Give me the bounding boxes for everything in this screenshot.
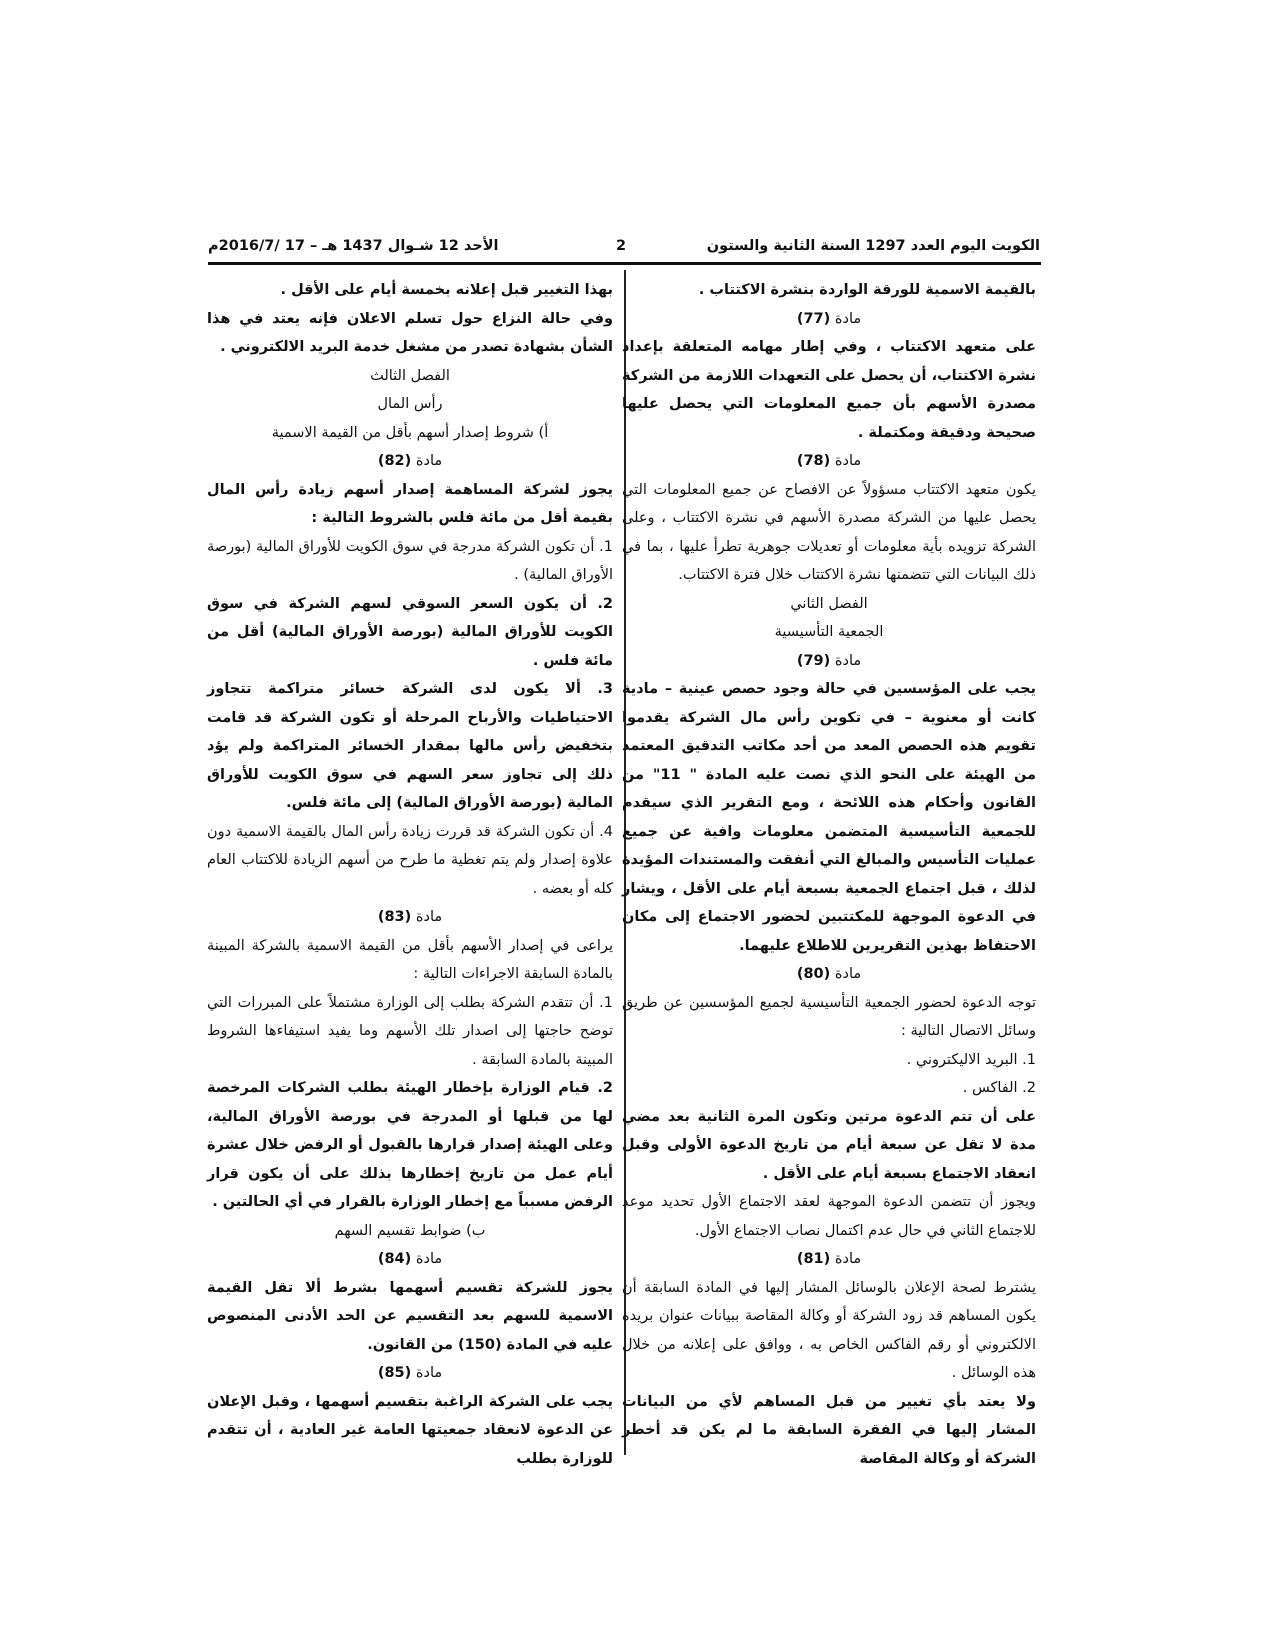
article-label: مادة <box>411 1365 443 1381</box>
article-label: مادة <box>411 1251 443 1267</box>
article-label: مادة <box>830 652 862 669</box>
paragraph: 2. قيام الوزارة بإخطار الهيئة بطلب الشركات المرخصة لها من قبلها أو المدرجة في بورصة الأوراق المالية، وعلى الهيئة إصدار قرارها بالقبول أو الرفض خلال عشرة أيام عمل من تاريخ إخطارها بذلك على أن يكون قرار الرفض مسبباً مع إخطار الوزارة بالقرار في أي الحالتين . <box>207 1080 613 1210</box>
article-label: مادة <box>830 1251 862 1267</box>
section-heading: الفصل الثاني <box>790 595 868 612</box>
header-rule <box>208 262 1041 265</box>
paragraph: 1. أن تتقدم الشركة بطلب إلى الوزارة مشتملاً على المبررات التي توضح حاجتها إلى اصدار تلك الأسهم وما يفيد استيفاءها الشروط المبينة بالمادة السابقة . <box>207 994 613 1068</box>
paragraph: يجب على الشركة الراغبة بتقسيم أسهمها ، وقبل الإعلان عن الدعوة لانعقاد جمعيتها العامة غير العادية ، أن تتقدم للوزارة بطلب <box>207 1393 613 1467</box>
header-issue-info: الكويت اليوم العدد 1297 السنة الثانية والستون <box>706 238 1040 254</box>
paragraph: 2. الفاكس . <box>962 1080 1036 1096</box>
paragraph: يراعى في إصدار الأسهم بأقل من القيمة الاسمية بالشركة المبينة بالمادة السابقة الاجراءات التالية : <box>207 937 613 982</box>
section-heading: ب) ضوابط تقسيم السهم <box>334 1222 486 1239</box>
article-heading <box>622 1245 1036 1274</box>
article-number: (85) <box>377 1365 412 1381</box>
article-heading <box>207 903 613 932</box>
paragraph: يجوز للشركة تقسيم أسهمها بشرط ألا تقل القيمة الاسمية للسهم بعد التقسيم عن الحد الأدنى المنصوص عليه في المادة (150) من القانون. <box>207 1279 613 1353</box>
article-label: مادة <box>830 966 862 982</box>
article-heading <box>207 447 613 476</box>
header-date: الأحد 12 شـوال 1437 هـ – 17 /2016/7م <box>208 238 499 254</box>
paragraph: يكون متعهد الاكتتاب مسؤولاً عن الافصاح عن جميع المعلومات التي يحصل عليها من الشركة مصدرة الأسهم في نشرة الاكتتاب ، وعلى الشركة تزويده بأية معلومات أو تعديلات جوهرية تطرأ عليها ، بما في ذلك البيانات التي تتضمنها نشرة الاكتتاب خلال فترة الاكتتاب. <box>622 481 1036 583</box>
paragraph: 2. أن يكون السعر السوقي لسهم الشركة في سوق الكويت للأوراق المالية (بورصة الأوراق المالية) أقل من مائة فلس . <box>207 595 613 669</box>
page-header <box>208 236 1040 260</box>
paragraph: وفي حالة النزاع حول تسلم الاعلان فإنه يعتد في هذا الشأن بشهادة تصدر من مشغل خدمة البريد الالكتروني . <box>207 310 613 355</box>
article-number: (84) <box>377 1251 412 1267</box>
article-label: مادة <box>830 310 862 327</box>
article-heading <box>622 447 1036 476</box>
article-label: مادة <box>830 453 862 469</box>
article-number: (82) <box>377 453 412 469</box>
paragraph: على متعهد الاكتتاب ، وفي إطار مهامه المتعلقة بإعداد نشرة الاكتتاب، أن يحصل على التعهدات اللازمة من الشركة مصدرة الأسهم بأن جميع المعلومات التي يحصل عليها صحيحة ودقيقة ومكتملة . <box>622 339 1036 441</box>
article-number: (78) <box>796 453 831 469</box>
article-heading <box>622 647 1036 676</box>
paragraph: على أن تتم الدعوة مرتين وتكون المرة الثانية بعد مضي مدة لا تقل عن سبعة أيام من تاريخ الدعوة الأولى وقبل انعقاد الاجتماع بسبعة أيام على الأقل . <box>622 1108 1036 1182</box>
article-label: مادة <box>411 453 443 469</box>
section-heading: أ) شروط إصدار أسهم بأقل من القيمة الاسمية <box>271 424 549 441</box>
paragraph: 1. أن تكون الشركة مدرجة في سوق الكويت للأوراق المالية (بورصة الأوراق المالية) . <box>207 538 613 583</box>
article-number: (83) <box>377 909 412 925</box>
paragraph: 1. البريد الاليكتروني . <box>906 1051 1036 1068</box>
paragraph: 3. ألا يكون لدى الشركة خسائر متراكمة تتجاوز الاحتياطيات والأرباح المرحلة أو تكون الشركة قد قامت بتخفيض رأس مالها بمقدار الخسائر المتراكمة ولم يؤد ذلك إلى تجاوز سعر السهم في سوق الكويت للأوراق المالية (بورصة الأوراق المالية) إلى مائة فلس. <box>207 681 613 811</box>
section-heading: الجمعية التأسيسية <box>774 624 884 640</box>
paragraph: ويجوز أن تتضمن الدعوة الموجهة لعقد الاجتماع الأول تحديد موعد للاجتماع الثاني في حال عدم اكتمال نصاب الاجتماع الأول. <box>622 1194 1036 1239</box>
paragraph: يجوز لشركة المساهمة إصدار أسهم زيادة رأس المال بقيمة أقل من مائة فلس بالشروط التالية : <box>207 481 613 526</box>
right-column <box>622 276 1036 1473</box>
article-heading <box>622 305 1036 334</box>
article-heading <box>207 1245 613 1274</box>
article-heading <box>207 1359 613 1388</box>
paragraph: بالقيمة الاسمية للورقة الواردة بنشرة الاكتتاب . <box>698 282 1036 298</box>
paragraph: 4. أن تكون الشركة قد قررت زيادة رأس المال بالقيمة الاسمية دون علاوة إصدار ولم يتم تغطية ما طرح من أسهم الزيادة للاكتتاب العام كله أو بعضه . <box>207 823 613 897</box>
article-number: (81) <box>796 1251 831 1267</box>
section-heading: رأس المال <box>377 396 443 412</box>
left-column <box>207 276 613 1473</box>
paragraph: ولا يعتد بأي تغيير من قبل المساهم لأي من البيانات المشار إليها في الفقرة السابقة ما لم يكن قد أخطر الشركة أو وكالة المقاصة <box>622 1393 1036 1467</box>
article-heading <box>622 960 1036 989</box>
paragraph: بهذا التغيير قبل إعلانه بخمسة أيام على الأقل . <box>280 282 613 298</box>
paragraph: توجه الدعوة لحضور الجمعية التأسيسية لجميع المؤسسين عن طريق وسائل الاتصال التالية : <box>622 994 1036 1039</box>
article-number: (79) <box>796 652 831 669</box>
paragraph: يجب على المؤسسين في حالة وجود حصص عينية – مادية كانت أو معنوية – في تكوين رأس مال الشركة يقدموا تقويم هذه الحصص المعد من أحد مكاتب التدقيق المعتمد من الهيئة على النحو الذي نصت عليه المادة " 11" من القانون وأحكام هذه اللائحة ، ومع التقرير الذي سيقدم للجمعية التأسيسية المتضمن معلومات وافية عن جميع عمليات التأسيس والمبالغ التي أنفقت والمستندات المؤيدة لذلك ، قبل اجتماع الجمعية بسبعة أيام على الأقل ، ويشار في الدعوة الموجهة للمكتتبين لحضور الاجتماع إلى مكان الاحتفاظ بهذين التقريرين للاطلاع عليهما. <box>622 681 1036 954</box>
section-heading: الفصل الثالث <box>370 367 450 384</box>
article-number: (77) <box>796 310 831 327</box>
page-number: 2 <box>616 238 627 254</box>
article-number: (80) <box>796 966 831 982</box>
article-label: مادة <box>411 909 443 925</box>
paragraph: يشترط لصحة الإعلان بالوسائل المشار إليها في المادة السابقة أن يكون المساهم قد زود الشركة أو وكالة المقاصة ببيانات عنوان بريده الالكتروني أو رقم الفاكس الخاص به ، ووافق على إعلانه من خلال هذه الوسائل . <box>622 1279 1036 1381</box>
